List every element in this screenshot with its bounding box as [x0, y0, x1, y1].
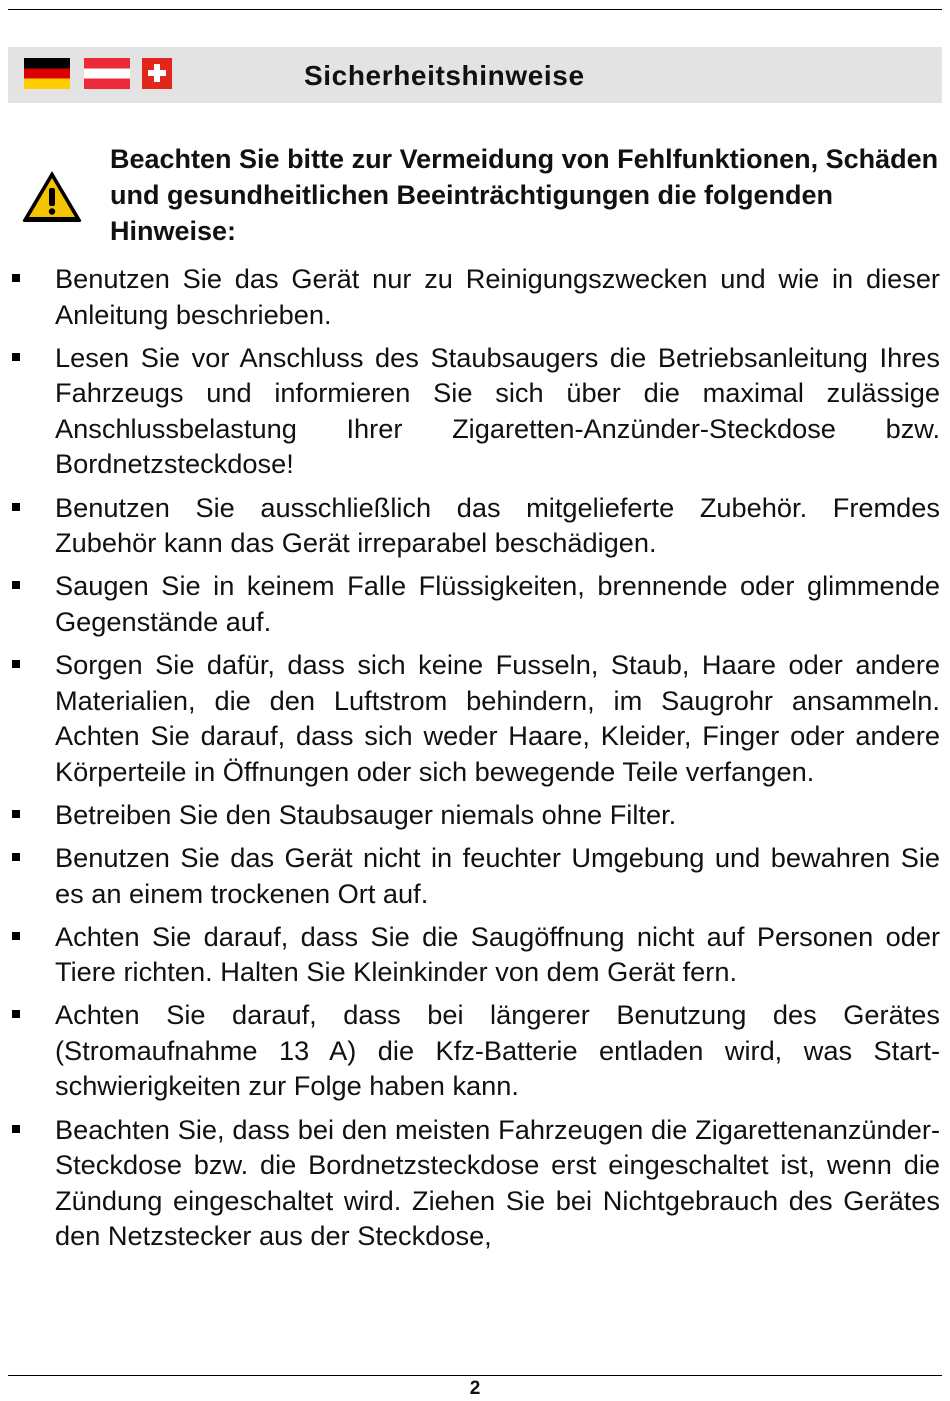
list-item — [0, 997, 950, 1104]
flag-germany-icon — [24, 58, 70, 89]
list-item — [0, 797, 950, 833]
list-item — [0, 340, 950, 482]
list-item-text: Betreiben Sie den Staubsauger niemals ohne Filter. — [55, 798, 677, 830]
page-title: Sicherheitshinweise — [304, 60, 585, 91]
bullet-square-icon — [12, 353, 20, 361]
list-item-text: Beachten Sie, dass bei den meisten Fahrzeugen die Zigarettenanzünder-Steckdose bzw. die Bordnetzsteckdose erst eingeschaltet ist, wenn die Zündung eingeschaltet wird. Ziehen Sie bei Nichtgebrauch des Gerätes den Netzstecker aus der Steckdose, — [55, 1113, 940, 1252]
list-item-text: Saugen Sie in keinem Falle Flüssigkeiten, brennende oder glimmende Gegenstände auf. — [55, 570, 940, 637]
list-item-text: Lesen Sie vor Anschluss des Staubsaugers die Betriebsanleitung Ihres Fahrzeugs und informieren Sie sich über die maximal zulässige Anschlussbelastung Ihrer Zigaretten-Anzünder-Steckdose bzw. Bordnetzsteckdose! — [55, 341, 940, 480]
page-number: 2 — [469, 1378, 481, 1399]
list-item-text: Achten Sie darauf, dass Sie die Saugöffnung nicht auf Personen oder Tiere richten. Halten Sie Kleinkinder von dem Gerät fern. — [55, 920, 940, 988]
bullet-square-icon — [12, 853, 20, 861]
list-item — [0, 490, 950, 561]
list-item-text: Benutzen Sie das Gerät nicht in feuchter Umgebung und bewahren Sie es an einem trockenen Ort auf. — [55, 841, 940, 909]
flag-austria-icon — [84, 58, 130, 89]
bullet-square-icon — [12, 274, 20, 282]
list-item — [0, 1112, 950, 1254]
bullet-square-icon — [12, 932, 20, 940]
bullet-square-icon — [12, 581, 20, 589]
safety-instructions-list — [0, 261, 950, 1261]
bullet-square-icon — [12, 1010, 20, 1018]
bullet-square-icon — [12, 660, 20, 668]
list-item — [0, 919, 950, 990]
bottom-divider — [8, 1375, 942, 1376]
list-item-text: Achten Sie darauf, dass bei längerer Benutzung des Gerätes (Stromaufnahme 13 A) die Kfz-Batterie entladen wird, was Startschwierigkeiten zur Folge haben kann. — [55, 999, 940, 1102]
warning-triangle-icon — [20, 168, 84, 224]
list-item-text: Benutzen Sie das Gerät nur zu Reinigungszwecken und wie in dieser Anleitung beschrieben. — [55, 263, 940, 330]
flag-switzerland-icon — [142, 58, 172, 89]
bullet-square-icon — [12, 1125, 20, 1133]
list-item-text: Benutzen Sie ausschließlich das mitgelieferte Zubehör. Fremdes Zubehör kann das Gerät irreparabel beschädigen. — [55, 491, 940, 559]
bullet-square-icon — [12, 503, 20, 511]
list-item — [0, 840, 950, 911]
list-item — [0, 647, 950, 789]
top-divider — [8, 9, 942, 10]
list-item-text: Sorgen Sie dafür, dass sich keine Fusseln, Staub, Haare oder andere Materialien, die den Luftstrom behindern, im Saugrohr ansammeln. Achten Sie darauf, dass sich weder Haare, Kleider, Finger oder andere Körperteile in Öffnungen oder sich bewegende Teile verfangen. — [55, 648, 940, 787]
list-item — [0, 568, 950, 639]
bullet-square-icon — [12, 810, 20, 818]
list-item — [0, 261, 950, 332]
warning-intro-text: Beachten Sie bitte zur Vermeidung von Fehlfunktionen, Schäden und gesundheitlichen Beeinträchtigungen die folgenden Hinweise: — [110, 144, 939, 246]
